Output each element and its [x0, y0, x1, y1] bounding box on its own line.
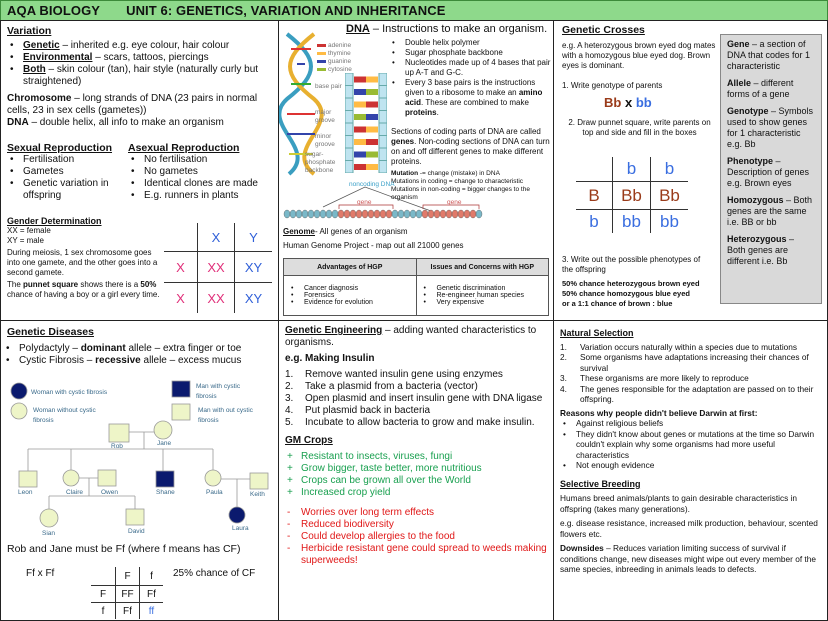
chromosome-def: Chromosome – long strands of DNA (23 pairs in normal cells, 23 in sex cells (gametes)) DNA – double helix, all info to make an organism [7, 93, 258, 128]
reasons-title: Reasons why people didn't believe Darwin at first: [560, 407, 758, 418]
base-pair [366, 164, 378, 170]
list-item: 4. The genes responsible for the adaptation are passed on to their offspring. [560, 383, 814, 404]
label-jane: Jane [157, 440, 172, 447]
definition-item: Phenotype – Description of genes e.g. Brown eyes [727, 156, 810, 188]
breeding-examples: e.g. disease resistance, increased milk production, behaviour, scented flowers etc. [560, 518, 818, 539]
nucleotide [380, 210, 386, 218]
label-sian: Sian [42, 530, 56, 537]
jane-symbol [154, 421, 172, 439]
punnett-cell: b [612, 157, 650, 181]
base-pair [366, 89, 378, 95]
unit-title: UNIT 6: GENETICS, VARIATION AND INHERITANCE [126, 3, 446, 18]
nucleotide [290, 210, 296, 218]
list-item: • Both – skin colour (tan), hair style (naturally curly but straightened) [7, 64, 275, 88]
punnett-cell: Y [234, 223, 272, 251]
dna-ladder-diagram [345, 73, 387, 173]
nucleotide [386, 210, 392, 218]
punnett-cell: XX [197, 282, 234, 313]
step-3: 3. Write out the possible phenotypes of the offspring [562, 255, 701, 274]
list-item: • Forensics [288, 292, 412, 299]
genetic-crosses-panel [553, 20, 828, 321]
base-pair [354, 77, 366, 83]
nucleotide [440, 210, 446, 218]
list-item: • No gametes [128, 166, 278, 178]
keith-symbol [250, 473, 268, 489]
variation-title: Variation [7, 25, 52, 37]
pedigree-chart [1, 321, 279, 551]
shane-symbol [156, 471, 174, 487]
list-item: 2. Some organisms have adaptations increasing their chances of survival [560, 352, 809, 373]
base-pair [354, 139, 366, 145]
punnett-cell: B [576, 181, 612, 209]
natural-selection-panel [553, 320, 828, 621]
genetic-engineering-panel [278, 320, 554, 621]
nucleotide [326, 210, 332, 218]
legend-guanine: guanine [328, 58, 352, 65]
list-item: + Resistant to insects, viruses, fungi [287, 451, 453, 462]
david-symbol [126, 509, 144, 525]
label-shane: Shane [156, 489, 175, 496]
punnett-cell: X [164, 251, 197, 282]
genome-def: Genome- All genes of an organism [283, 227, 408, 236]
nucleotide [410, 210, 416, 218]
punnett-cell: b [576, 209, 612, 233]
asexual-reproduction: Asexual Reproduction • No fertilisation • No gametes • Identical clones are made • E.g. runners in plants [128, 142, 278, 202]
nucleotide [404, 210, 410, 218]
label-rob: Rob [111, 443, 123, 450]
noncoding-label: noncoding DNA [349, 181, 395, 188]
base-pair [366, 114, 378, 120]
nucleotide [476, 210, 482, 218]
page-header [0, 0, 828, 21]
nucleotide [470, 210, 476, 218]
nucleotide [344, 210, 350, 218]
list-item: • Identical clones are made [128, 178, 278, 190]
gm-crops-title: GM Crops [285, 435, 333, 446]
dna-panel [278, 20, 554, 321]
list-item: 1. Variation occurs naturally within a species due to mutations [560, 341, 798, 352]
legend-woman-cf-icon [11, 383, 27, 399]
base-pair [366, 102, 378, 108]
breeding-text: Humans breed animals/plants to gain desirable characteristics in offspring (takes many generations). [560, 493, 798, 514]
gm-pros [285, 451, 550, 499]
punnett-cell: XY [234, 251, 272, 282]
list-item: • Sugar phosphate backbone [389, 48, 553, 58]
selection-steps [560, 342, 824, 405]
list-item: • Cystic Fibrosis – recessive allele – excess mucus [3, 355, 278, 367]
list-item: 1. Remove wanted insulin gene using enzymes [285, 369, 503, 380]
definition-item: Heterozygous – Both genes are different i.e. Bb [727, 234, 795, 266]
cf-punnett-square [91, 567, 163, 619]
punnett-cell: f [91, 602, 115, 619]
selection-title: Natural Selection [560, 328, 634, 338]
list-item: • Double helix polymer [389, 38, 553, 48]
cf-chance: 25% chance of CF [173, 568, 256, 579]
eye-colour-punnett-square [576, 157, 688, 233]
list-item: • Genetic – inherited e.g. eye colour, hair colour [7, 40, 275, 52]
label-leon: Leon [18, 489, 33, 496]
step-2: 2. Draw punnet square, write parents on top and side and fill in the boxes [568, 118, 711, 137]
legend-man-icon [172, 404, 190, 420]
dna-title: DNA – Instructions to make an organism. [346, 23, 548, 35]
list-item: • Genetic discrimination [421, 285, 545, 292]
engineering-title: Genetic Engineering – adding wanted characteristics to organisms. [285, 325, 537, 348]
label-minor-groove: minor groove [315, 133, 335, 148]
label-base-pair: base pair [315, 83, 342, 90]
subject-title: AQA BIOLOGY [7, 3, 101, 18]
legend-cytosine: cytosine [328, 66, 352, 73]
label-owen: Owen [101, 489, 118, 496]
label-paula: Paula [206, 489, 223, 496]
list-item: • No fertilisation [128, 154, 278, 166]
nucleotide [446, 210, 452, 218]
nucleotide [434, 210, 440, 218]
nucleotide [422, 210, 428, 218]
list-item: • Nucleotides made up of 4 bases that pair up A-T and G-C. [389, 58, 553, 78]
list-item: 2. Take a plasmid from a bacteria (vector) [285, 381, 478, 392]
list-item: • Gametes [7, 166, 132, 178]
definition-item: Genotype – Symbols used to show genes for 1 characteristic e.g. Bb [727, 106, 814, 149]
crosses-intro: e.g. A heterozygous brown eyed dog mates with a homozygous blue eyed dog. Brown eyes is dominant. [562, 41, 716, 70]
list-item: - Reduced biodiversity [287, 519, 394, 530]
laura-symbol [229, 507, 245, 523]
label-david: David [128, 528, 145, 535]
list-item: • Very expensive [421, 299, 545, 306]
legend-woman-icon [11, 403, 27, 419]
nucleotide [308, 210, 314, 218]
hgp-table [283, 258, 549, 316]
punnett-cell: Ff [139, 585, 163, 602]
dna-bullets [389, 38, 553, 118]
list-item: 3. Open plasmid and insert insulin gene with DNA ligase [285, 393, 543, 404]
nucleotide [350, 210, 356, 218]
list-item: • Against religious beliefs [560, 418, 824, 429]
label-laura: Laura [232, 525, 249, 532]
legend-woman-no-cf: Woman without cystic [33, 407, 96, 414]
base-pair [354, 127, 366, 133]
list-item: + Grow bigger, taste better, more nutritious [287, 463, 482, 474]
genes-text: Sections of coding parts of DNA are called genes. Non-coding sections of DNA can turn on and off different genes to make different proteins. [391, 127, 550, 166]
punnett-cell: XX [197, 251, 234, 282]
nucleotide [284, 210, 290, 218]
offspring-result: 50% chance heterozygous brown eyed 50% chance homozygous blue eyed or a 1:1 chance of brown : blue [562, 279, 700, 308]
nucleotide [320, 210, 326, 218]
list-item: • Polydactyly – dominant allele – extra finger or toe [3, 343, 278, 355]
list-item: 3. These organisms are more likely to reproduce [560, 373, 749, 383]
definition-item: Allele – different forms of a gene [727, 78, 794, 99]
punnett-cell: bb [612, 209, 650, 233]
base-pair [366, 127, 378, 133]
list-item: • Evidence for evolution [288, 299, 412, 306]
punnett-cell: X [164, 282, 197, 313]
label-major-groove: major groove [315, 109, 335, 124]
nucleotide [362, 210, 368, 218]
punnett-cell: XY [234, 282, 272, 313]
base-pair [366, 152, 378, 158]
nucleotide [314, 210, 320, 218]
label-keith: Keith [250, 491, 265, 498]
punnett-cell: b [650, 157, 688, 181]
list-item: • Not enough evidence [560, 460, 824, 471]
legend-woman-cf: Woman with cystic fibrosis [31, 389, 108, 396]
definitions-box [720, 34, 822, 304]
definition-item: Gene – a section of DNA that codes for 1 characteristic [727, 39, 811, 71]
cf-cross: Ff x Ff [26, 568, 55, 579]
list-item: - Worries over long term effects [287, 507, 435, 518]
breeding-downsides: Downsides – Reduces variation limiting success of survival if conditions change, new diseases might wipe out every member of the same species, inbreeding in animals leads to defects. [560, 543, 816, 574]
punnett-cell [576, 157, 612, 181]
legend-man-cf-icon [172, 381, 190, 397]
list-item: + Crops can be grown all over the World [287, 475, 471, 486]
label-backbone: sugar-phosphate backbone [305, 151, 336, 174]
punnett-cell: F [115, 567, 139, 585]
gene-label: gene [447, 199, 462, 206]
diseases-title: Genetic Diseases [7, 326, 94, 338]
table-header: Advantages of HGP [284, 259, 417, 276]
nucleotide [356, 210, 362, 218]
claire-symbol [63, 470, 79, 486]
list-item: - Could develop allergies to the food [287, 531, 455, 542]
crosses-title: Genetic Crosses [562, 24, 645, 36]
nucleotide [428, 210, 434, 218]
nucleotide [398, 210, 404, 218]
sian-symbol [40, 509, 58, 527]
nucleotide [338, 210, 344, 218]
nucleotide [368, 210, 374, 218]
punnett-cell: Bb [612, 181, 650, 209]
list-item: • They didn't know about genes or mutations at the time so Darwin couldn't explain why some organisms had more useful characteristics [560, 429, 824, 461]
list-item: • Cancer diagnosis [288, 285, 412, 292]
gm-cons [285, 507, 550, 567]
list-item: • Fertilisation [7, 154, 132, 166]
mutation-text: Mutation -= change (mistake) in DNA Mutations in coding = change to characteristic Mutations in non-coding = bigger changes to the organism [391, 170, 530, 201]
nucleotide [296, 210, 302, 218]
step-1: 1. Write genotype of parents [562, 81, 663, 90]
list-item: • Genetic variation in offspring [7, 178, 132, 202]
paula-symbol [205, 470, 221, 486]
nucleotide [464, 210, 470, 218]
legend-adenine: adenine [328, 42, 352, 49]
nucleotide [416, 210, 422, 218]
nucleotide [374, 210, 380, 218]
svg-text:fibrosis: fibrosis [198, 417, 219, 424]
base-pair [366, 139, 378, 145]
legend-man-no-cf: Man with out cystic [198, 407, 253, 414]
nucleotide [332, 210, 338, 218]
punnett-cell [164, 223, 197, 251]
hgp-text: Human Genome Project - map out all 21000 genes [283, 241, 464, 250]
punnett-cell: X [197, 223, 234, 251]
punnett-cell: ff [139, 602, 163, 619]
leon-symbol [19, 471, 37, 487]
gender-punnett-square [164, 223, 272, 313]
list-item: 5. Incubate to allow bacteria to grow and make insulin. [285, 417, 535, 428]
list-item: - Herbicide resistant gene could spread to weeds making superweeds! [287, 543, 547, 566]
base-pair [354, 114, 366, 120]
list-item: • E.g. runners in plants [128, 190, 278, 202]
table-header: Issues and Concerns with HGP [416, 259, 549, 276]
list-item: • Every 3 base pairs is the instructions given to a ribosome to make an amino acid. These are combined to make proteins. [389, 78, 553, 118]
nucleotide [458, 210, 464, 218]
insulin-heading: e.g. Making Insulin [285, 353, 375, 364]
variation-list [7, 40, 275, 88]
punnett-cell: bb [650, 209, 688, 233]
base-pair [354, 89, 366, 95]
svg-text:fibrosis: fibrosis [33, 417, 54, 424]
parent-genotypes: Bb x bb [604, 95, 652, 110]
base-pair [354, 102, 366, 108]
gene-label: gene [357, 199, 372, 206]
punnett-cell [91, 567, 115, 585]
punnett-cell: Ff [115, 602, 139, 619]
nucleotide [392, 210, 398, 218]
genetic-diseases-panel [0, 320, 279, 621]
gender-determination: Gender Determination XX = female XY = male During meiosis, 1 sex chromosome goes into one gamete, and the other goes into a second gamete. The punnet square shows there is a 50% chance of having a boy or a girl every time. [7, 216, 160, 299]
punnett-cell: F [91, 585, 115, 602]
base-pair [366, 77, 378, 83]
punnett-cell: FF [115, 585, 139, 602]
cf-note: Rob and Jane must be Ff (where f means has CF) [7, 543, 241, 555]
list-item: + Increased crop yield [287, 487, 391, 498]
legend-thymine: thymine [328, 50, 351, 57]
base-pair [354, 152, 366, 158]
svg-text:fibrosis: fibrosis [196, 393, 217, 400]
list-item: 4. Put plasmid back in bacteria [285, 405, 431, 416]
rob-symbol [109, 424, 129, 442]
base-pair [354, 164, 366, 170]
list-item: • Environmental – scars, tattoos, piercings [7, 52, 275, 64]
reasons-list [560, 418, 824, 471]
label-claire: Claire [66, 489, 83, 496]
definition-item: Homozygous – Both genes are the same i.e. BB or bb [727, 195, 813, 227]
legend-man-cf: Man with cystic [196, 383, 241, 390]
owen-symbol [98, 470, 116, 486]
variation-panel [0, 20, 279, 321]
punnett-cell: Bb [650, 181, 688, 209]
list-item: • Re-engineer human species [421, 292, 545, 299]
punnett-cell: f [139, 567, 163, 585]
nucleotide [302, 210, 308, 218]
breeding-title: Selective Breeding [560, 478, 641, 489]
insulin-steps [285, 369, 550, 429]
sexual-reproduction: Sexual Reproduction • Fertilisation • Gametes • Genetic variation in offspring [7, 142, 132, 202]
nucleotide [452, 210, 458, 218]
